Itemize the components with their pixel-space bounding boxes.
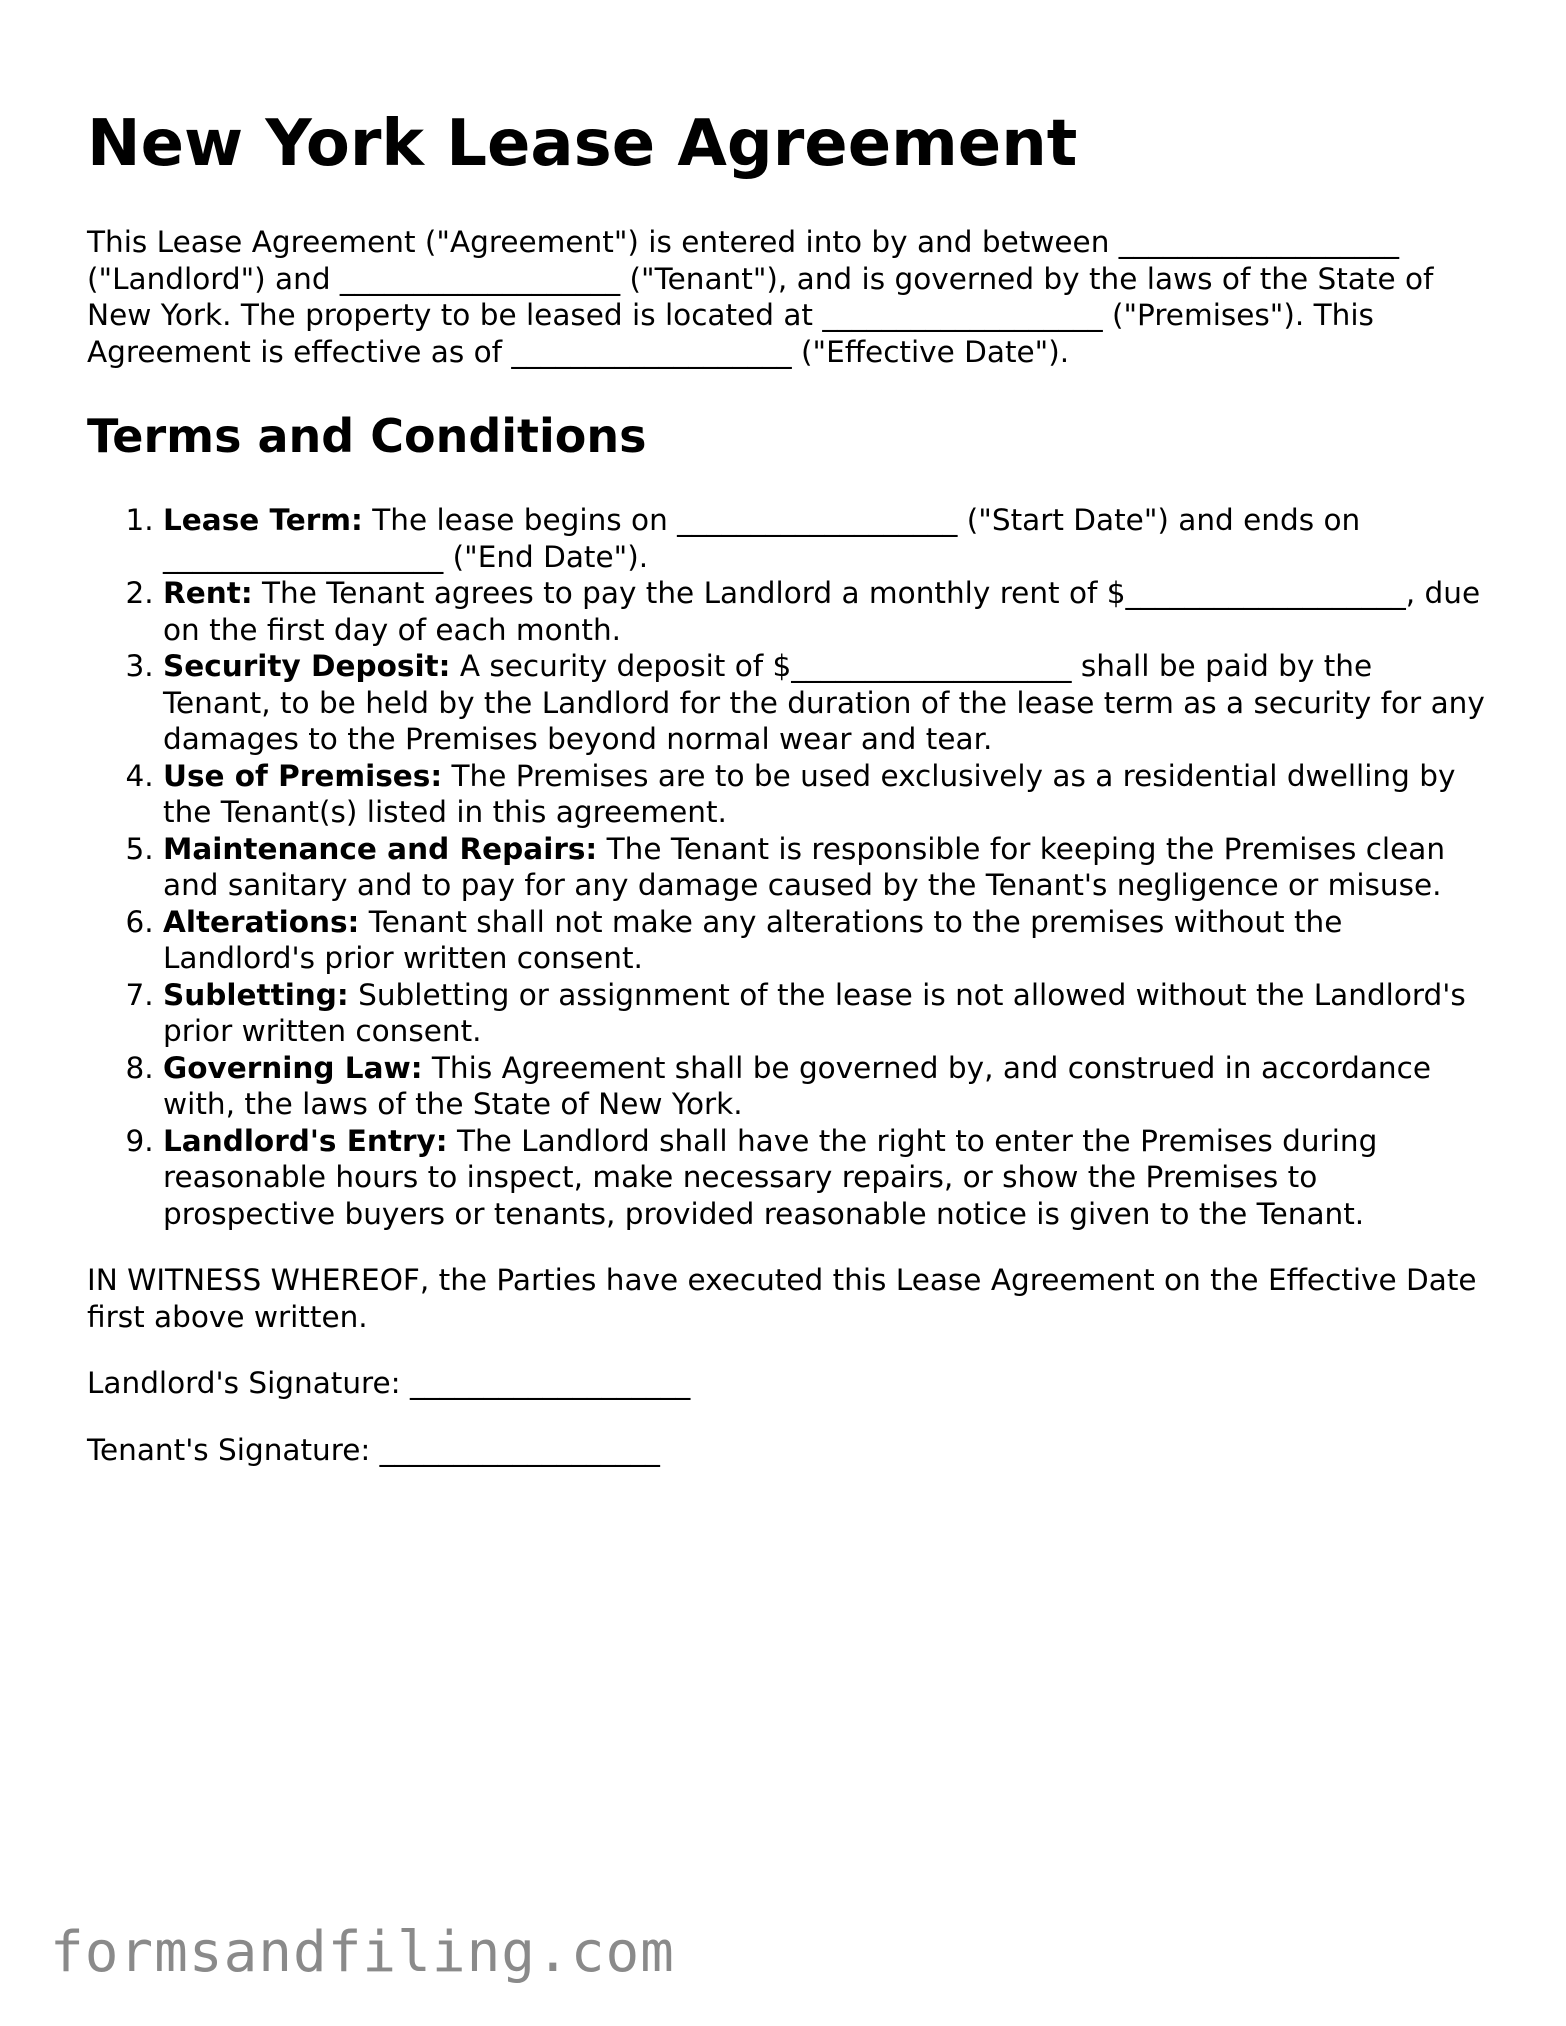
term-heading: Security Deposit: [163, 649, 451, 683]
term-text: The Premises are to be used exclusively as a residential dwelling by the Tenant(s) listed in this agreement. [163, 758, 1456, 829]
term-heading: Maintenance and Repairs: [163, 831, 598, 866]
intro-paragraph: This Lease Agreement ("Agreement") is entered into by and between ___________________ ("Landlord") and ___________________ ("Tenant"), and is governed by the laws of the State of New York. The property to be leased is located at ___________________ ("Premises"). This Agreement is effective as of ___________________ ("Effective Date"). [87, 225, 1434, 369]
term-item [163, 1050, 1487, 1123]
term-item [163, 977, 1487, 1050]
term-heading: Governing Law: [163, 1050, 423, 1085]
term-text: The Tenant is responsible for keeping the Premises clean and sanitary and to pay for any damage caused by the Tenant's negligence or misuse. [163, 831, 1446, 902]
term-item [163, 1123, 1487, 1233]
landlord-signature-line: Landlord's Signature: ___________________ [87, 1366, 691, 1400]
witness-paragraph: IN WITNESS WHEREOF, the Parties have executed this Lease Agreement on the Effective Date first above written. [87, 1263, 1477, 1334]
section-heading: Terms and Conditions [87, 409, 647, 463]
term-text: The Landlord shall have the right to enter the Premises during reasonable hours to inspect, make necessary repairs, or show the Premises to prospective buyers or tenants, provided reasonable notice is given to the Tenant. [163, 1123, 1378, 1231]
term-text: The lease begins on ___________________ ("Start Date") and ends on ___________________ ("End Date"). [163, 503, 1361, 574]
term-text: This Agreement shall be governed by, and construed in accordance with, the laws of the State of New York. [163, 1050, 1431, 1121]
document-title: New York Lease Agreement [87, 107, 1078, 181]
term-text: The Tenant agrees to pay the Landlord a monthly rent of $___________________, due on the first day of each month. [163, 576, 1481, 647]
term-item [163, 502, 1487, 575]
term-item [163, 904, 1487, 977]
term-heading: Rent: [163, 576, 253, 610]
term-heading: Subletting: [163, 977, 349, 1012]
term-item [163, 575, 1487, 648]
tenant-signature-line: Tenant's Signature: ___________________ [87, 1432, 660, 1467]
term-text: Tenant shall not make any alterations to the premises without the Landlord's prior written consent. [163, 904, 1343, 975]
term-heading: Landlord's Entry: [163, 1123, 448, 1158]
term-item [163, 831, 1487, 904]
term-heading: Alterations: [163, 904, 360, 939]
document-page [87, 100, 1487, 1468]
term-heading: Lease Term: [163, 503, 363, 537]
watermark: formsandfiling.com [50, 1920, 675, 1985]
term-item [163, 758, 1487, 831]
terms-list [87, 502, 1487, 1232]
term-text: A security deposit of $___________________ shall be paid by the Tenant, to be held by the Landlord for the duration of the lease term as a security for any damages to the Premises beyond normal wear and tear. [163, 649, 1485, 756]
term-heading: Use of Premises: [163, 758, 443, 793]
term-item [163, 648, 1487, 758]
term-text: Subletting or assignment of the lease is not allowed without the Landlord's prior written consent. [163, 977, 1466, 1048]
